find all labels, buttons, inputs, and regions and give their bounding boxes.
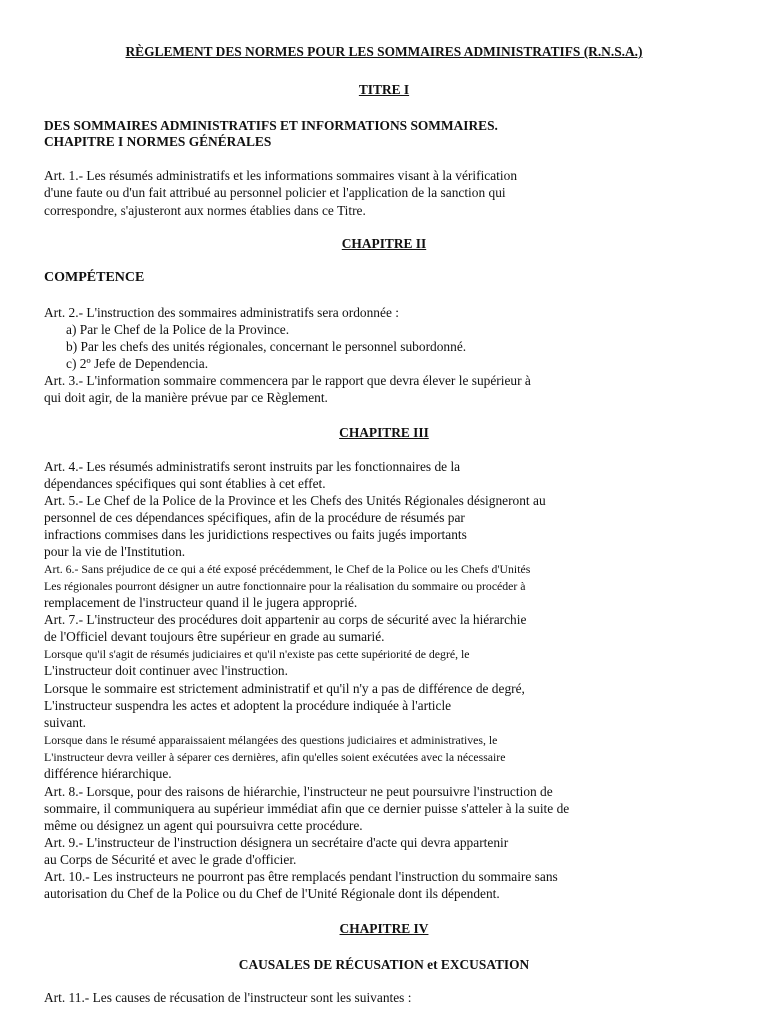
- chapter-4-heading: CHAPITRE IV: [339, 921, 429, 936]
- article-2-item-c: c) 2º Jefe de Dependencia.: [66, 356, 209, 371]
- article-5-line: infractions commises dans les juridictions respectives ou faits jugés importants: [44, 527, 467, 542]
- article-4-line: Art. 4.- Les résumés administratifs seront instruits par les fonctionnaires de la: [44, 459, 461, 474]
- article-8-line: même ou désignez un agent qui poursuivra cette procédure.: [44, 818, 363, 833]
- article-7-line: Art. 7.- L'instructeur des procédures doit appartenir au corps de sécurité avec la hiérarchie: [44, 612, 527, 627]
- article-1-line: d'une faute ou d'un fait attribué au personnel policier et l'application de la sanction qui: [44, 185, 506, 200]
- article-6-line: Art. 6.- Sans préjudice de ce qui a été exposé précédemment, le Chef de la Police ou les Chefs d'Unités: [44, 562, 531, 576]
- article-2-item-b: b) Par les chefs des unités régionales, concernant le personnel subordonné.: [66, 339, 467, 354]
- article-3-line: qui doit agir, de la manière prévue par ce Règlement.: [44, 390, 328, 405]
- section-heading: DES SOMMAIRES ADMINISTRATIFS ET INFORMATIONS SOMMAIRES.: [44, 118, 498, 133]
- article-10-line: Art. 10.- Les instructeurs ne pourront pas être remplacés pendant l'instruction du sommaire sans: [44, 869, 558, 884]
- article-7-line: Lorsque dans le résumé apparaissaient mélangées des questions judiciaires et administratives, le: [44, 733, 498, 747]
- titre-heading: TITRE I: [358, 82, 410, 97]
- article-2-item-a: a) Par le Chef de la Police de la Province.: [66, 322, 290, 337]
- article-5-line: personnel de ces dépendances spécifiques, afin de la procédure de résumés par: [44, 510, 465, 525]
- competence-heading: COMPÉTENCE: [44, 270, 145, 285]
- article-7-line: différence hiérarchique.: [44, 766, 172, 781]
- chapter-2-heading: CHAPITRE II: [341, 236, 427, 251]
- chapter-3-heading: CHAPITRE III: [339, 425, 429, 440]
- article-7-line: Lorsque le sommaire est strictement administratif et qu'il n'y a pas de différence de degré,: [44, 681, 525, 696]
- article-9-line: au Corps de Sécurité et avec le grade d'officier.: [44, 852, 297, 867]
- article-1-line: correspondre, s'ajusteront aux normes établies dans ce Titre.: [44, 203, 366, 218]
- article-1-line: Art. 1.- Les résumés administratifs et les informations sommaires visant à la vérification: [44, 168, 518, 183]
- article-8-line: Art. 8.- Lorsque, pour des raisons de hiérarchie, l'instructeur ne peut poursuivre l'instruction de: [44, 784, 553, 799]
- chapter-heading: CHAPITRE I NORMES GÉNÉRALES: [44, 134, 272, 149]
- article-3-line: Art. 3.- L'information sommaire commencera par le rapport que devra élever le supérieur à: [44, 373, 531, 388]
- article-6-line: remplacement de l'instructeur quand il le jugera approprié.: [44, 595, 358, 610]
- article-7-line: L'instructeur devra veiller à séparer ces dernières, afin qu'elles soient exécutées avec la nécessaire: [44, 750, 506, 764]
- article-11-line: Art. 11.- Les causes de récusation de l'instructeur sont les suivantes :: [44, 990, 412, 1005]
- article-9-line: Art. 9.- L'instructeur de l'instruction désignera un secrétaire d'acte qui devra appartenir: [44, 835, 509, 850]
- article-4-line: dépendances spécifiques qui sont établies à cet effet.: [44, 476, 326, 491]
- article-10-line: autorisation du Chef de la Police ou du Chef de l'Unité Régionale dont ils dépendent.: [44, 886, 500, 901]
- article-7-line: de l'Officiel devant toujours être supérieur en grade au sumarié.: [44, 629, 385, 644]
- article-7-line: Lorsque qu'il s'agit de résumés judiciaires et qu'il n'existe pas cette supériorité de degré, le: [44, 647, 470, 661]
- article-6-line: Les régionales pourront désigner un autre fonctionnaire pour la réalisation du sommaire ou procéder à: [44, 579, 526, 593]
- document-title: RÈGLEMENT DES NORMES POUR LES SOMMAIRES ADMINISTRATIFS (R.N.S.A.): [125, 44, 643, 59]
- article-5-line: pour la vie de l'Institution.: [44, 544, 186, 559]
- article-7-line: L'instructeur suspendra les actes et adoptent la procédure indiquée à l'article: [44, 698, 452, 713]
- article-7-line: L'instructeur doit continuer avec l'instruction.: [44, 663, 288, 678]
- article-5-line: Art. 5.- Le Chef de la Police de la Province et les Chefs des Unités Régionales désigneront au: [44, 493, 546, 508]
- article-7-line: suivant.: [44, 715, 87, 730]
- article-2-line: Art. 2.- L'instruction des sommaires administratifs sera ordonnée :: [44, 305, 399, 320]
- article-8-line: sommaire, il communiquera au supérieur immédiat afin que ce dernier puisse s'atteler à la suite de: [44, 801, 570, 816]
- causales-heading: CAUSALES DE RÉCUSATION et EXCUSATION: [238, 957, 530, 972]
